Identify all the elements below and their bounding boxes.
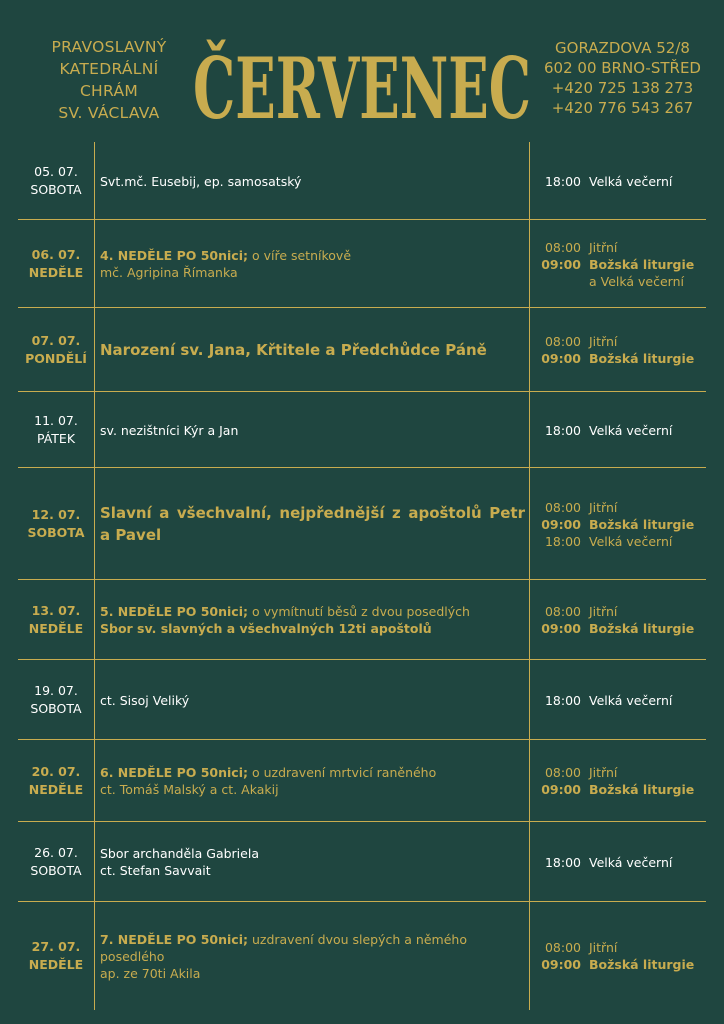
- service-time: 09:00: [541, 621, 581, 636]
- description-text: Sbor archanděla Gabriela: [100, 846, 259, 861]
- weekday-text: NEDĚLE: [28, 782, 84, 797]
- service-time: 08:00: [544, 334, 581, 349]
- service-name: Božská liturgie: [589, 957, 695, 972]
- service-name: Jitřní: [589, 765, 618, 780]
- service-time: 18:00: [544, 855, 581, 870]
- description-text: ct. Stefan Savvait: [100, 863, 211, 878]
- row-date: [18, 506, 94, 542]
- month-title-text: ČERVENEC: [193, 39, 531, 134]
- service-line: [533, 173, 708, 190]
- service-name: Božská liturgie: [589, 621, 695, 636]
- service-line: [533, 516, 708, 533]
- service-name: Božská liturgie: [589, 257, 695, 272]
- weekday-text: PÁTEK: [36, 431, 76, 446]
- weekday-text: NEDĚLE: [28, 957, 84, 972]
- church-name-line: CHRÁM: [79, 82, 139, 100]
- schedule-row: [0, 308, 724, 392]
- service-time: 18:00: [544, 693, 581, 708]
- service-name: Jitřní: [589, 940, 618, 955]
- weekday-text: PONDĚLÍ: [25, 351, 87, 366]
- row-description: Slavní a všechvalní, nejpřednější z apoštolů Petr a Pavel: [100, 504, 525, 544]
- weekday-text: NEDĚLE: [28, 265, 84, 280]
- service-name: Velká večerní: [589, 423, 673, 438]
- schedule-row: [0, 660, 724, 740]
- description-line: [100, 603, 525, 620]
- row-date: [18, 763, 94, 799]
- service-line: [533, 764, 708, 781]
- description-line: [100, 422, 525, 439]
- description-text: Svt.mč. Eusebij, ep. samosatský: [100, 174, 302, 189]
- date-text: 11. 07.: [34, 413, 78, 428]
- row-description: [100, 422, 525, 439]
- row-services: [533, 692, 708, 709]
- schedule-row: [0, 142, 724, 220]
- row-description: Narození sv. Jana, Křtitele a Předchůdce Páně: [100, 341, 487, 359]
- feast-title: 4. NEDĚLE PO 50nici;: [100, 248, 248, 263]
- service-name: Jitřní: [589, 500, 618, 515]
- description-line: [100, 931, 525, 948]
- row-date: [18, 163, 94, 199]
- schedule-row: [0, 220, 724, 308]
- description-text: ct. Tomáš Malský a ct. Akakij: [100, 782, 279, 797]
- row-services: [533, 239, 708, 290]
- service-time: 08:00: [544, 240, 581, 255]
- service-name: Velká večerní: [589, 693, 673, 708]
- row-description: [100, 845, 525, 879]
- row-date: [18, 938, 94, 974]
- row-description: [100, 931, 525, 982]
- schedule-row: [0, 902, 724, 1010]
- schedule-row: [0, 468, 724, 580]
- month-title: [190, 22, 535, 134]
- description-text: uzdravení dvou slepých a němého: [247, 932, 467, 947]
- service-time: 08:00: [544, 604, 581, 619]
- row-date: [18, 844, 94, 880]
- row-description: [100, 692, 525, 709]
- service-name: Božská liturgie: [589, 351, 695, 366]
- phone-line: +420 776 543 267: [551, 99, 694, 117]
- date-text: 07. 07.: [31, 333, 81, 348]
- description-line: [100, 173, 525, 190]
- church-name-line: PRAVOSLAVNÝ: [51, 38, 167, 56]
- service-time: 09:00: [541, 957, 581, 972]
- description-line: [100, 620, 525, 637]
- service-time: 08:00: [544, 940, 581, 955]
- service-line: [533, 499, 708, 516]
- service-time: 09:00: [541, 517, 581, 532]
- description-line: [100, 247, 525, 264]
- row-description: [100, 764, 525, 798]
- service-time: 18:00: [544, 423, 581, 438]
- date-text: 26. 07.: [34, 845, 78, 860]
- description-text: posedlého: [100, 949, 165, 964]
- service-time: 09:00: [541, 782, 581, 797]
- weekday-text: SOBOTA: [30, 701, 82, 716]
- row-services: [533, 422, 708, 439]
- service-name: Jitřní: [589, 334, 618, 349]
- service-name: Velká večerní: [589, 855, 673, 870]
- address-line: GORAZDOVA 52/8: [555, 39, 690, 57]
- row-description: [100, 603, 525, 637]
- description-line: [100, 692, 525, 709]
- description-text: o vymítnutí běsů z dvou posedlých: [247, 604, 470, 619]
- date-text: 06. 07.: [31, 247, 81, 262]
- date-text: 27. 07.: [31, 939, 81, 954]
- schedule-row: [0, 392, 724, 468]
- church-name: [20, 36, 198, 124]
- feast-title: Sbor sv. slavných a všechvalných 12ti apoštolů: [100, 621, 432, 636]
- address-line: 602 00 BRNO-STŘED: [544, 59, 701, 77]
- weekday-text: SOBOTA: [27, 525, 85, 540]
- row-services: [533, 499, 708, 550]
- service-name: Velká večerní: [589, 534, 673, 549]
- date-text: 13. 07.: [31, 603, 81, 618]
- row-date: [18, 412, 94, 448]
- description-line: [100, 764, 525, 781]
- date-text: 12. 07.: [31, 507, 81, 522]
- service-line: [533, 854, 708, 871]
- page-header: [0, 0, 724, 142]
- church-name-line: SV. VÁCLAVA: [58, 104, 160, 122]
- service-line: [533, 256, 708, 273]
- service-name: Jitřní: [589, 604, 618, 619]
- row-services: [533, 603, 708, 637]
- description-text: ap. ze 70ti Akila: [100, 966, 201, 981]
- weekday-text: NEDĚLE: [28, 621, 84, 636]
- service-line: [533, 603, 708, 620]
- description-line: [100, 845, 525, 862]
- service-name: Božská liturgie: [589, 782, 695, 797]
- row-services: [533, 333, 708, 367]
- church-address: [530, 38, 715, 118]
- service-continuation: a Velká večerní: [589, 274, 684, 289]
- service-line: [533, 350, 708, 367]
- feast-title: 7. NEDĚLE PO 50nici;: [100, 932, 248, 947]
- service-line: [533, 781, 708, 798]
- date-text: 19. 07.: [34, 683, 78, 698]
- row-date: [18, 332, 94, 368]
- service-time: 09:00: [541, 257, 581, 272]
- church-name-line: KATEDRÁLNÍ: [59, 60, 159, 78]
- description-line: [100, 965, 525, 982]
- weekday-text: SOBOTA: [30, 863, 82, 878]
- row-date: [18, 602, 94, 638]
- description-text: sv. nezištníci Kýr a Jan: [100, 423, 239, 438]
- date-text: 20. 07.: [31, 764, 81, 779]
- description-text: o uzdravení mrtvicí raněného: [247, 765, 437, 780]
- service-line: [533, 333, 708, 350]
- description-line: [100, 948, 525, 965]
- service-time: 18:00: [544, 174, 581, 189]
- service-time: 08:00: [544, 500, 581, 515]
- phone-line: +420 725 138 273: [551, 79, 694, 97]
- service-line: [533, 533, 708, 550]
- service-line: [533, 956, 708, 973]
- description-text: ct. Sisoj Veliký: [100, 693, 190, 708]
- schedule-row: [0, 822, 724, 902]
- row-date: [18, 246, 94, 282]
- row-services: [533, 173, 708, 190]
- description-line: [100, 862, 525, 879]
- service-line: [533, 239, 708, 256]
- service-time: 08:00: [544, 765, 581, 780]
- feast-title: 6. NEDĚLE PO 50nici;: [100, 765, 248, 780]
- row-description: [100, 173, 525, 190]
- service-line: [533, 620, 708, 637]
- description-text: o víře setníkově: [247, 248, 352, 263]
- schedule-row: [0, 580, 724, 660]
- service-name: Jitřní: [589, 240, 618, 255]
- feast-title: 5. NEDĚLE PO 50nici;: [100, 604, 248, 619]
- date-text: 05. 07.: [34, 164, 78, 179]
- weekday-text: SOBOTA: [30, 182, 82, 197]
- schedule-row: [0, 740, 724, 822]
- service-line: [533, 939, 708, 956]
- service-time: 18:00: [544, 534, 581, 549]
- service-time: 09:00: [541, 351, 581, 366]
- row-services: [533, 939, 708, 973]
- row-date: [18, 682, 94, 718]
- row-services: [533, 854, 708, 871]
- row-description: [100, 247, 525, 281]
- row-services: [533, 764, 708, 798]
- service-name: Velká večerní: [589, 174, 673, 189]
- description-line: [100, 264, 525, 281]
- description-text: mč. Agripina Římanka: [100, 265, 238, 280]
- service-name: Božská liturgie: [589, 517, 695, 532]
- description-line: [100, 781, 525, 798]
- service-line: [533, 692, 708, 709]
- service-line: [533, 422, 708, 439]
